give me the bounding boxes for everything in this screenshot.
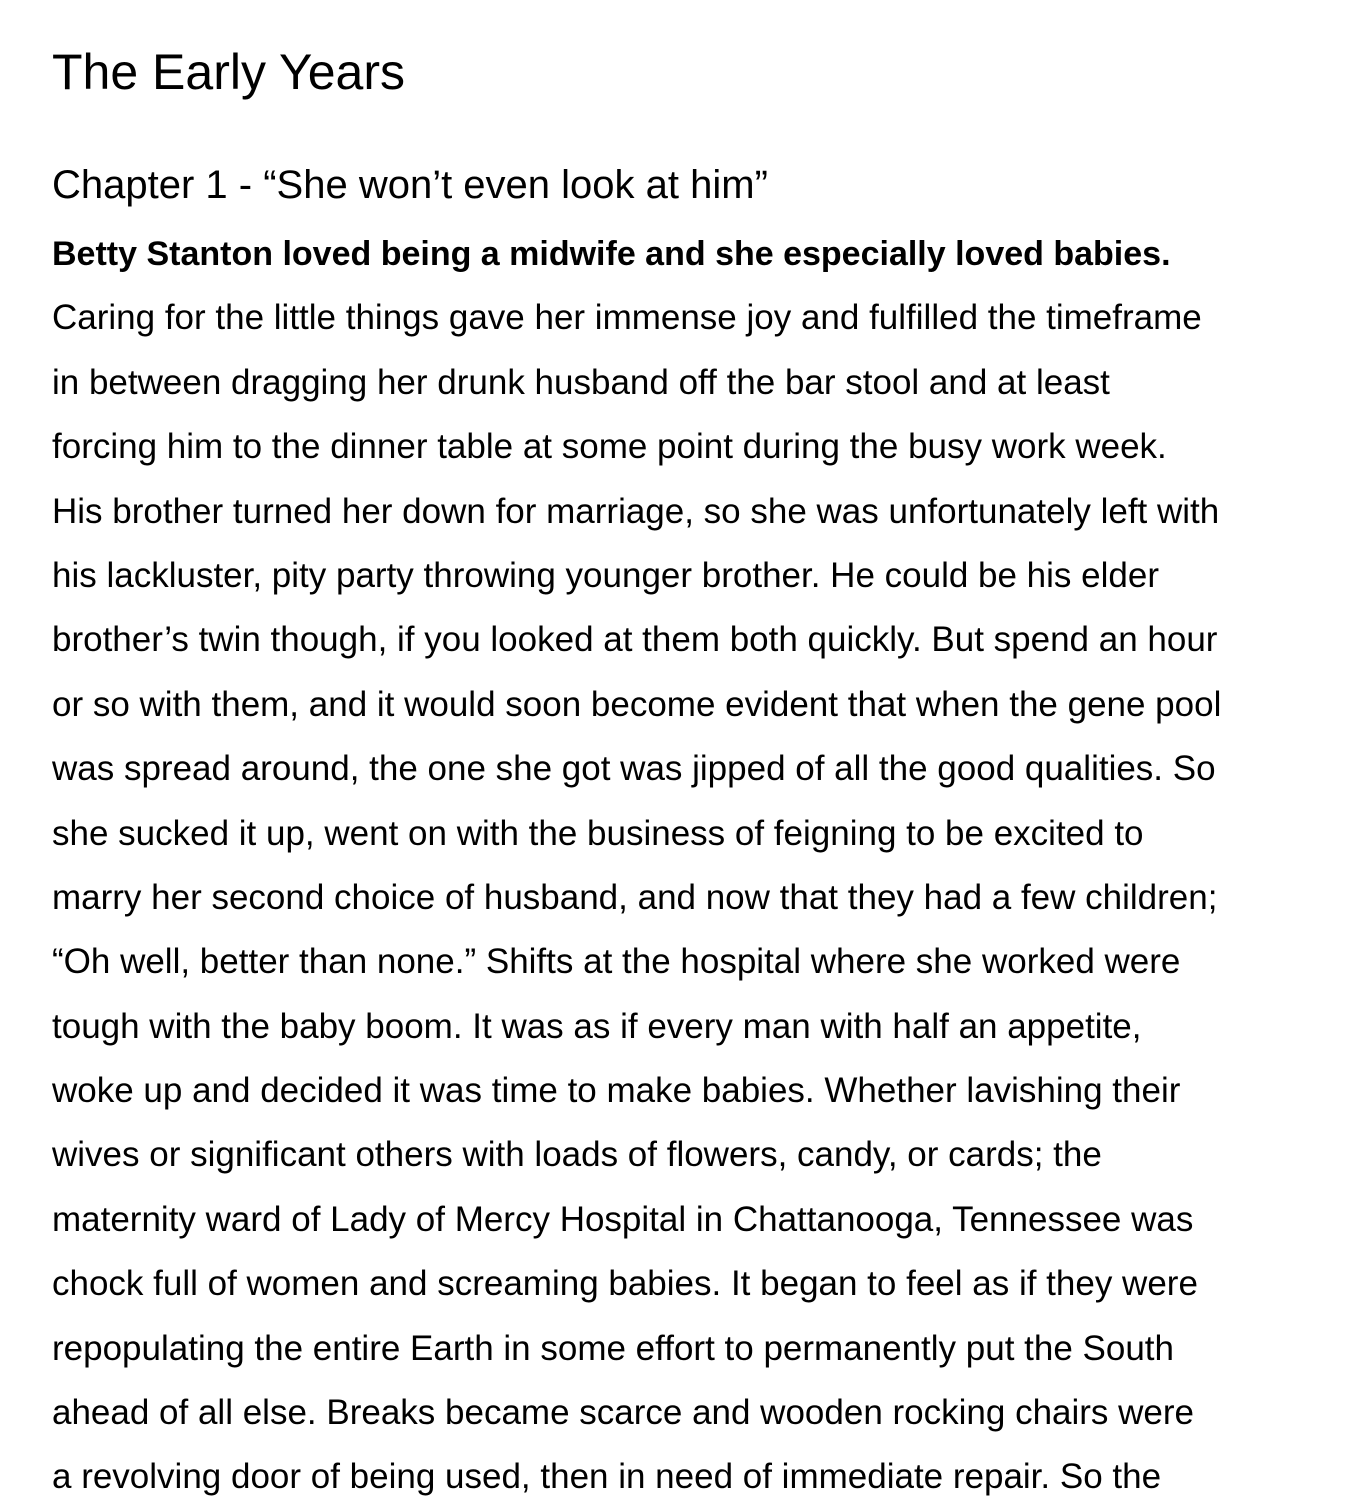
body-text [52,222,1221,1510]
text-line: tough with the baby boom. It was as if every man with half an appetite, [52,1006,1142,1046]
text-line: woke up and decided it was time to make babies. Whether lavishing their [52,1071,1181,1111]
chapter-heading: Chapter 1 - “She won’t even look at him” [52,163,768,207]
text-line: a revolving door of being used, then in need of immediate repair. So the [52,1457,1162,1497]
text-line: chock full of women and screaming babies. It began to feel as if they were [52,1264,1198,1304]
document-title: The Early Years [52,44,405,100]
text-line: Caring for the little things gave her immense joy and fulfilled the timeframe [52,298,1202,338]
text-line: she sucked it up, went on with the business of feigning to be excited to [52,813,1144,853]
text-line: his lackluster, pity party throwing younger brother. He could be his elder [52,555,1159,595]
text-line: was spread around, the one she got was jipped of all the good qualities. So [52,749,1216,789]
text-line: maternity ward of Lady of Mercy Hospital in Chattanooga, Tennessee was [52,1199,1194,1239]
text-line: “Oh well, better than none.” Shifts at the hospital where she worked were [52,942,1181,982]
text-line: in between dragging her drunk husband off the bar stool and at least [52,362,1110,402]
text-line: wives or significant others with loads of flowers, candy, or cards; the [52,1135,1102,1175]
text-line: marry her second choice of husband, and now that they had a few children; [52,877,1218,917]
text-line: His brother turned her down for marriage, so she was unfortunately left with [52,491,1220,531]
text-line: brother’s twin though, if you looked at them both quickly. But spend an hour [52,620,1218,660]
text-line: or so with them, and it would soon become evident that when the gene pool [52,684,1222,724]
lead-line: Betty Stanton loved being a midwife and she especially loved babies. [52,235,1171,273]
text-line: ahead of all else. Breaks became scarce and wooden rocking chairs were [52,1393,1195,1433]
text-line: forcing him to the dinner table at some point during the busy work week. [52,427,1167,467]
text-line: repopulating the entire Earth in some effort to permanently put the South [52,1328,1174,1368]
